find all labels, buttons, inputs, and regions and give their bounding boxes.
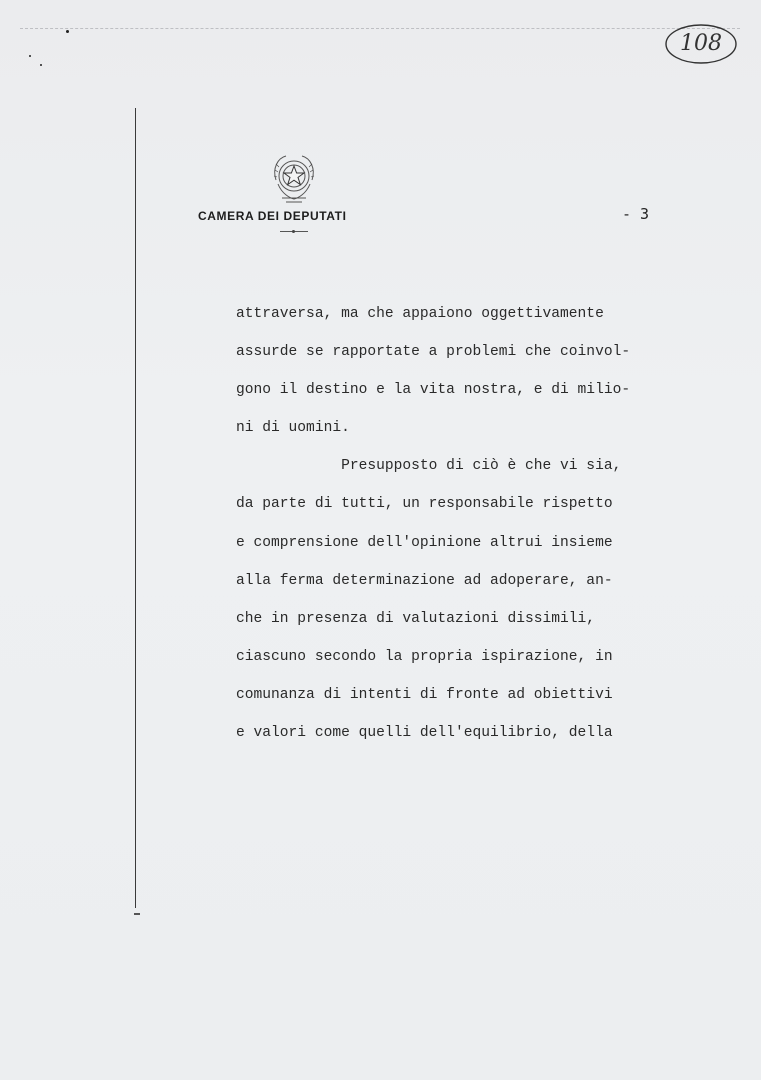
text-line: e comprensione dell'opinione altrui insieme xyxy=(236,534,613,551)
institution-name: CAMERA DEI DEPUTATI xyxy=(198,209,347,223)
institution-underline xyxy=(280,231,308,232)
text-line: alla ferma determinazione ad adoperare, an- xyxy=(236,572,613,589)
page-number: - 3 xyxy=(622,205,650,223)
left-margin-rule xyxy=(135,108,136,908)
text-line: che in presenza di valutazioni dissimili, xyxy=(236,610,596,627)
text-line: assurde se rapportate a problemi che coinvol- xyxy=(236,344,631,361)
text-line: Presupposto di ciò è che vi sia, xyxy=(236,458,622,475)
page-stamp xyxy=(663,22,739,66)
ink-speck xyxy=(40,64,42,66)
top-edge-dashed-line xyxy=(20,28,740,29)
ink-speck xyxy=(29,55,31,57)
text-line: comunanza di intenti di fronte ad obiettivi xyxy=(236,686,613,703)
italian-republic-emblem-icon xyxy=(268,150,320,206)
text-line: attraversa, ma che appaiono oggettivamente xyxy=(236,306,604,322)
margin-mark xyxy=(134,913,140,915)
ink-speck xyxy=(66,30,69,33)
text-line: ciascuno secondo la propria ispirazione, in xyxy=(236,648,613,665)
text-line: da parte di tutti, un responsabile rispetto xyxy=(236,496,613,513)
text-line: ni di uomini. xyxy=(236,420,350,437)
text-line: e valori come quelli dell'equilibrio, della xyxy=(236,725,613,742)
body-text xyxy=(236,304,696,761)
stamp-number: 108 xyxy=(680,31,722,56)
text-line: gono il destino e la vita nostra, e di milio- xyxy=(236,382,631,399)
